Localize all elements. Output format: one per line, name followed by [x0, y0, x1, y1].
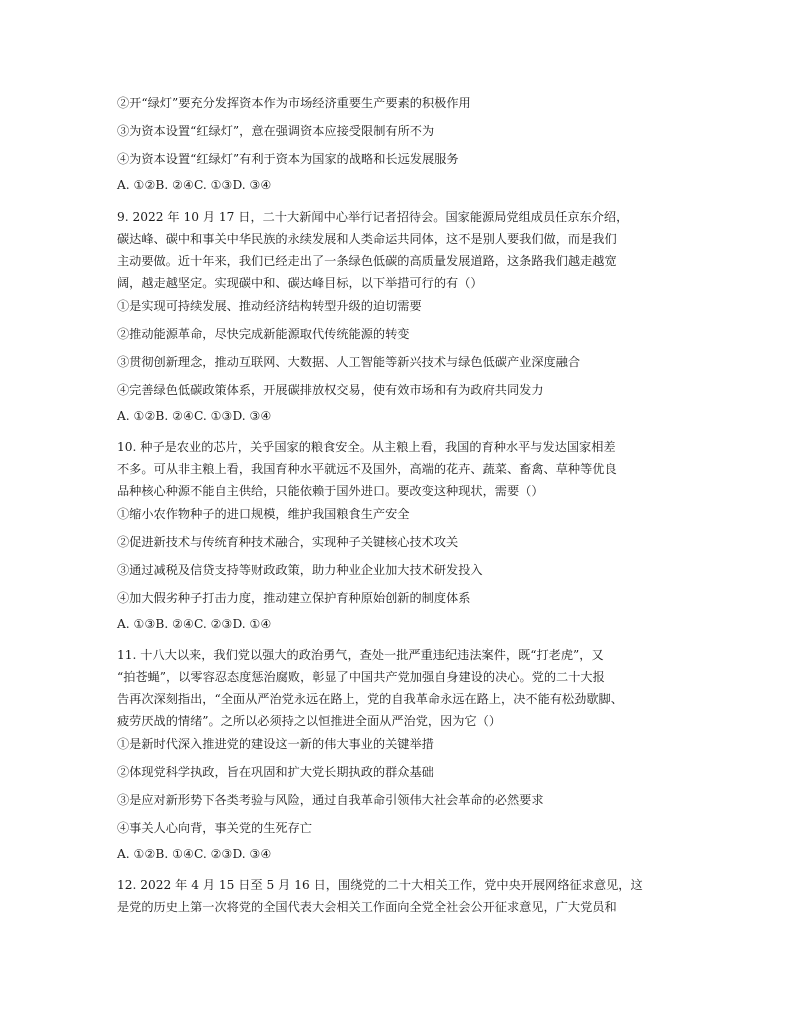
q9-option-1: ①是实现可持续发展、推动经济结构转型升级的迫切需要 — [117, 299, 422, 313]
q11-stem-line-4: 疲劳厌战的情绪”。之所以必须持之以恒推进全面从严治党，因为它（） — [117, 714, 502, 728]
q8-answers: A. ①②B. ②④C. ①③D. ③④ — [117, 178, 272, 192]
q11-answers: A. ①②B. ①④C. ②③D. ③④ — [117, 847, 272, 861]
q11-stem-line-2: “拍苍蝇”，以零容忍态度惩治腐败，彰显了中国共产党加强自身建设的决心。党的二十大报 — [117, 670, 605, 684]
q11-stem-line-3: 告再次深刻指出，“全面从严治党永远在路上，党的自我革命永远在路上，决不能有松劲歇脚、 — [117, 692, 623, 706]
q9-option-4: ④完善绿色低碳政策体系，开展碳排放权交易，使有效市场和有为政府共同发力 — [117, 383, 544, 397]
q11-option-4: ④事关人心向背，事关党的生死存亡 — [117, 821, 312, 835]
q10-option-3: ③通过减税及信贷支持等财政政策，助力种业企业加大技术研发投入 — [117, 563, 483, 577]
q11-stem-line-1: 11. 十八大以来，我们党以强大的政治勇气，查处一批严重违纪违法案件，既“打老虎”，又 — [117, 648, 604, 662]
q10-option-1: ①缩小农作物种子的进口规模，维护我国粮食生产安全 — [117, 507, 410, 521]
q10-option-4: ④加大假劣种子打击力度，推动建立保护育种原始创新的制度体系 — [117, 591, 471, 605]
q11-option-1: ①是新时代深入推进党的建设这一新的伟大事业的关键举措 — [117, 737, 434, 751]
q12-stem-line-1: 12. 2022 年 4 月 15 日至 5 月 16 日，围绕党的二十大相关工作，党中央开展网络征求意见，这 — [117, 878, 643, 892]
q9-answers: A. ①②B. ②④C. ①③D. ③④ — [117, 409, 272, 423]
q8-option-2: ②开“绿灯”要充分发挥资本作为市场经济重要生产要素的积极作用 — [117, 96, 471, 110]
q10-stem-line-2: 不多。可从非主粮上看，我国育种水平就远不及国外，高端的花卉、蔬菜、畜禽、草种等优良 — [117, 462, 617, 476]
q9-stem-line-2: 碳达峰、碳中和事关中华民族的永续发展和人类命运共同体，这不是别人要我们做，而是我们 — [117, 232, 617, 246]
q10-answers: A. ①③B. ②④C. ②③D. ①④ — [117, 617, 272, 631]
q8-option-4: ④为资本设置“红绿灯”有利于资本为国家的战略和长远发展服务 — [117, 152, 459, 166]
q9-stem-line-3: 主动要做。近十年来，我们已经走出了一条绿色低碳的高质量发展道路，这条路我们越走越宽 — [117, 254, 617, 268]
q10-stem-line-1: 10. 种子是农业的芯片，关乎国家的粮食安全。从主粮上看，我国的育种水平与发达国家相差 — [117, 440, 616, 454]
q8-option-3: ③为资本设置“红绿灯”，意在强调资本应接受限制有所不为 — [117, 124, 435, 138]
q9-stem-line-1: 9. 2022 年 10 月 17 日，二十大新闻中心举行记者招待会。国家能源局党组成员任京东介绍， — [117, 210, 629, 224]
q12-stem-line-2: 是党的历史上第一次将党的全国代表大会相关工作面向全党全社会公开征求意见，广大党员和 — [117, 900, 617, 914]
q9-stem-line-4: 阔，越走越坚定。实现碳中和、碳达峰目标，以下举措可行的有（） — [117, 276, 483, 290]
q11-option-3: ③是应对新形势下各类考验与风险，通过自我革命引领伟大社会革命的必然要求 — [117, 793, 544, 807]
q9-option-3: ③贯彻创新理念，推动互联网、大数据、人工智能等新兴技术与绿色低碳产业深度融合 — [117, 355, 581, 369]
q11-option-2: ②体现党科学执政，旨在巩固和扩大党长期执政的群众基础 — [117, 765, 434, 779]
q9-option-2: ②推动能源革命，尽快完成新能源取代传统能源的转变 — [117, 327, 410, 341]
q10-stem-line-3: 品种核心种源不能自主供给，只能依赖于国外进口。要改变这种现状，需要（） — [117, 484, 544, 498]
q10-option-2: ②促进新技术与传统育种技术融合，实现种子关键核心技术攻关 — [117, 535, 459, 549]
